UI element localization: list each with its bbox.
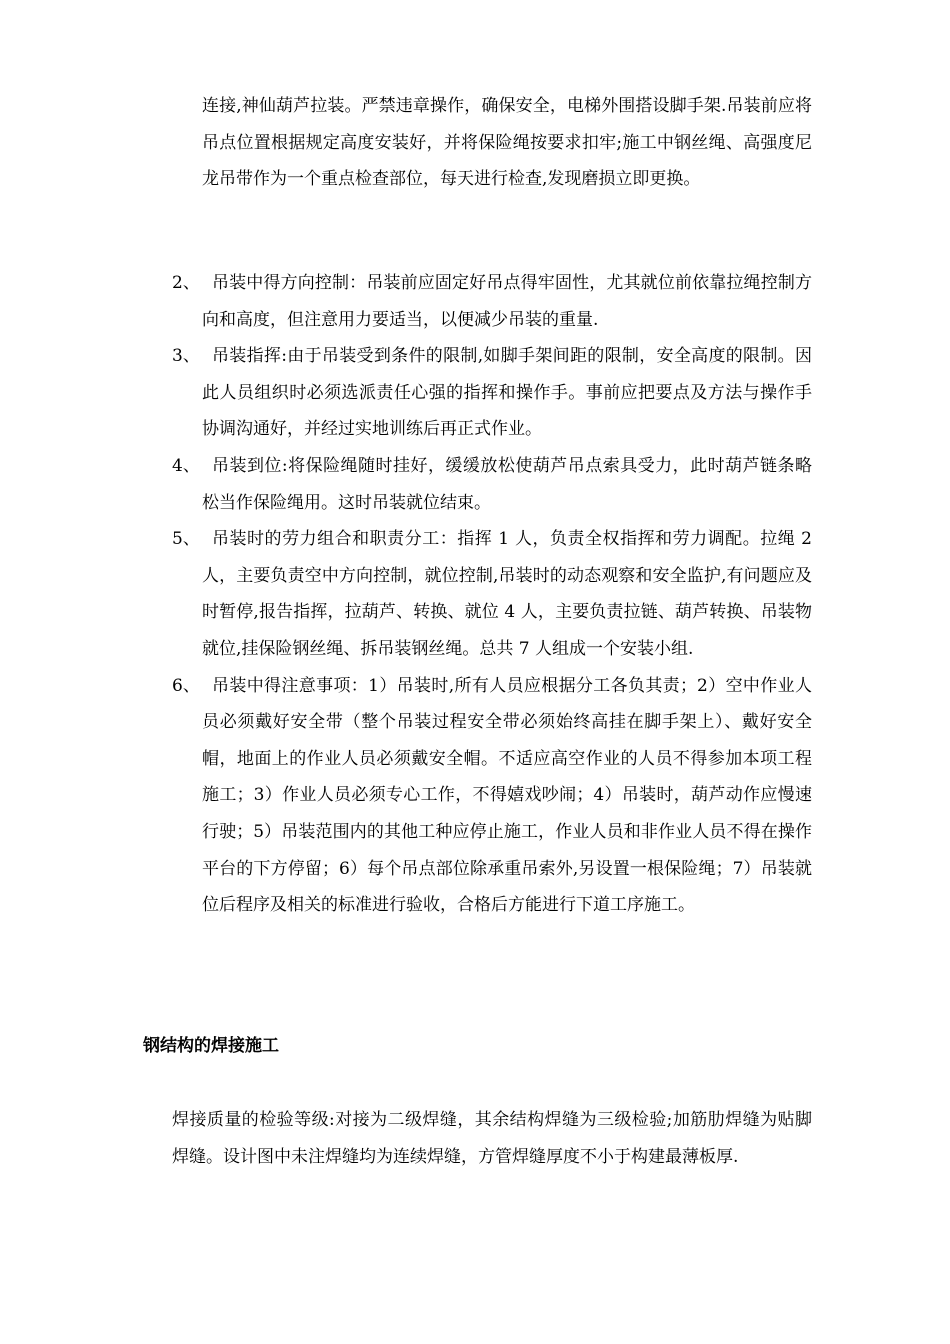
list-item-number: 3、 [172, 346, 200, 367]
list-item-text: 吊装时的劳力组合和职责分工：指挥 1 人，负责全权指挥和劳力调配。拉绳 2 人，主要负责空中方向控制，就位控制,吊装时的动态观察和安全监护,有问题应及时暂停,报告指挥，拉葫芦、转换、就位 4 人，主要负责拉链、葫芦转换、吊装物就位,挂保险钢丝绳、拆吊装钢丝绳。总共 7 人组成一个安装小组. [202, 529, 812, 659]
body-paragraph: 焊接质量的检验等级:对接为二级焊缝，其余结构焊缝为三级检验;加筋肋焊缝为贴脚焊缝。设计图中未注焊缝均为连续焊缝，方管焊缝厚度不小于构建最薄板厚. [172, 1110, 812, 1167]
list-item [172, 521, 812, 667]
list-item-number: 5、 [172, 529, 200, 550]
list-item-text: 吊装指挥:由于吊装受到条件的限制,如脚手架间距的限制，安全高度的限制。因此人员组织时必须选派责任心强的指挥和操作手。事前应把要点及方法与操作手协调沟通好，并经过实地训练后再正式作业。 [202, 346, 812, 440]
list-item [172, 265, 812, 338]
list-item [172, 668, 812, 924]
list-item-text: 吊装到位:将保险绳随时挂好，缓缓放松使葫芦吊点索具受力，此时葫芦链条略松当作保险绳用。这时吊装就位结束。 [202, 455, 812, 513]
list-item [172, 338, 812, 448]
list-item-number: 6、 [172, 675, 200, 696]
numbered-list [172, 265, 812, 924]
list-item [172, 448, 812, 521]
list-item-number: 4、 [172, 455, 200, 476]
section-heading: 钢结构的焊接施工 [143, 1036, 279, 1056]
list-item-text: 吊装中得注意事项：1）吊装时,所有人员应根据分工各负其责；2）空中作业人员必须戴好安全带（整个吊装过程安全带必须始终高挂在脚手架上）、戴好安全帽，地面上的作业人员必须戴安全帽。不适应高空作业的人员不得参加本项工程施工；3）作业人员必须专心工作，不得嬉戏吵闹；4）吊装时，葫芦动作应慢速行驶；5）吊装范围内的其他工种应停止施工，作业人员和非作业人员不得在操作平台的下方停留；6）每个吊点部位除承重吊索外,另设置一根保险绳；7）吊装就位后程序及相关的标准进行验收，合格后方能进行下道工序施工。 [202, 675, 812, 916]
list-item-text: 吊装中得方向控制：吊装前应固定好吊点得牢固性，尤其就位前依靠拉绳控制方向和高度，但注意用力要适当，以便减少吊装的重量. [202, 273, 812, 330]
list-item-number: 2、 [172, 273, 200, 293]
continuation-paragraph: 连接,神仙葫芦拉装。严禁违章操作，确保安全，电梯外围搭设脚手架.吊装前应将吊点位置根据规定高度安装好，并将保险绳按要求扣牢;施工中钢丝绳、高强度尼龙吊带作为一个重点检查部位，每天进行检查,发现磨损立即更换。 [202, 96, 812, 190]
